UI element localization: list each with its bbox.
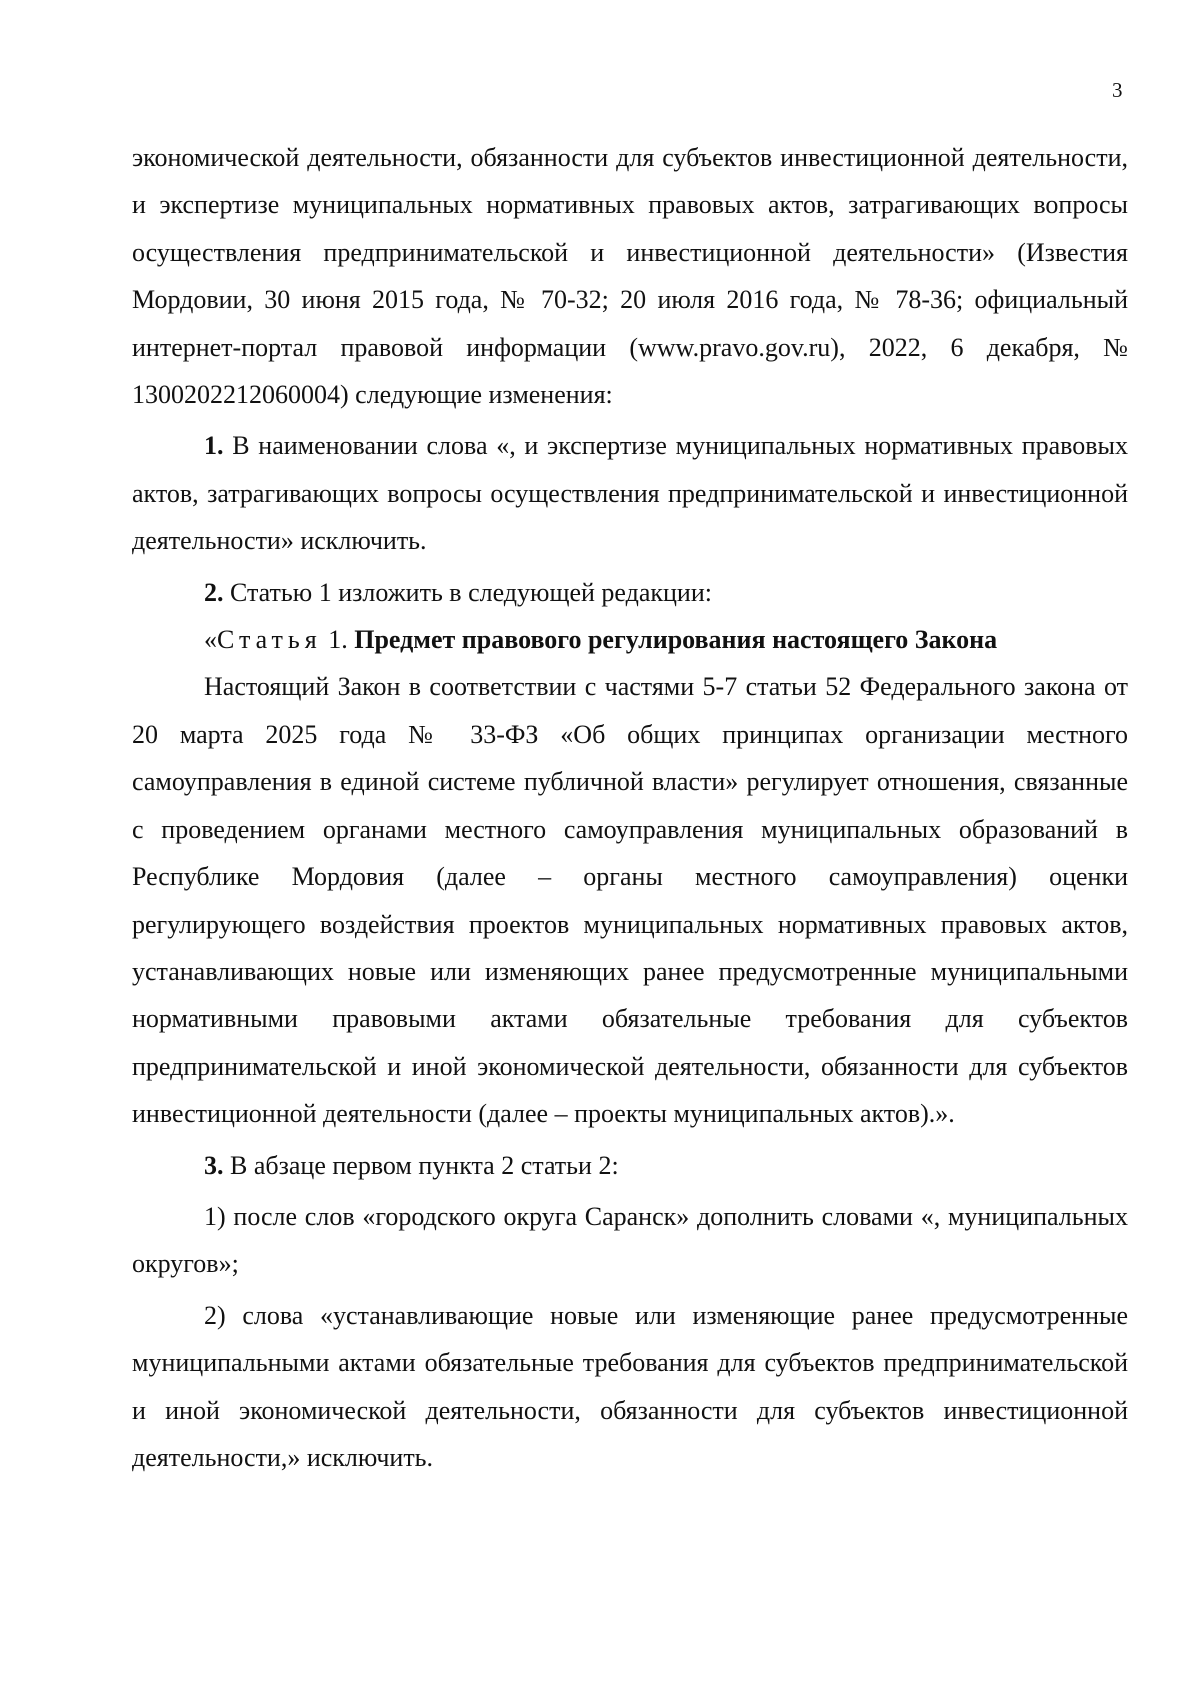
item-number: 3. xyxy=(204,1150,224,1180)
paragraph-item-1 xyxy=(132,422,1128,564)
article-word: Статья xyxy=(217,625,322,655)
quote-open: « xyxy=(204,625,217,655)
item-text: В абзаце первом пункта 2 статьи 2: xyxy=(223,1150,619,1180)
article-number: 1. xyxy=(321,625,355,655)
paragraph-continuation: экономической деятельности, обязанности для субъектов инвестиционной деятельности, и экспертизе муниципальных нормативных правовых актов, затрагивающих вопросы осуществления предпринимательской и инвестиционной деятельности» (Известия Мордовии, 30 июня 2015 года, № 70-32; 20 июля 2016 года, № 78-36; официальный интернет-портал правовой информации (www.pravo.gov.ru), 2022, 6 декабря, № 1300202212060004) следующие изменения: xyxy=(132,143,1128,410)
subitem-2: 2) слова «устанавливающие новые или изменяющие ранее предусмотренные муниципальными актами обязательные требования для субъектов предпринимательской и иной экономической деятельности, обязанности для субъектов инвестиционной деятельности,» исключить. xyxy=(132,1300,1128,1472)
article-heading xyxy=(132,616,1128,663)
document-body xyxy=(132,134,1128,1481)
item-text: В наименовании слова «, и экспертизе муниципальных нормативных правовых актов, затрагивающих вопросы осуществления предпринимательской и инвестиционной деятельности» исключить. xyxy=(132,431,1128,556)
paragraph-item-3 xyxy=(132,1142,1128,1189)
page-number: 3 xyxy=(1112,78,1123,102)
article-title: Предмет правового регулирования настоящего Закона xyxy=(354,625,998,655)
paragraph-item-2 xyxy=(132,569,1128,616)
article-body: Настоящий Закон в соответствии с частями 5-7 статьи 52 Федерального закона от 20 марта 2025 года № 33-ФЗ «Об общих принципах организации местного самоуправления в единой системе публичной власти» регулирует отношения, связанные с проведением органами местного самоуправления муниципальных образований в Республике Мордовия (далее – органы местного самоуправления) оценки регулирующего воздействия проектов муниципальных нормативных правовых актов, устанавливающих новые или изменяющих ранее предусмотренные муниципальными нормативными правовыми актами обязательные требования для субъектов предпринимательской и иной экономической деятельности, обязанности для субъектов инвестиционной деятельности (далее – проекты муниципальных актов).». xyxy=(132,672,1128,1129)
item-number: 2. xyxy=(204,577,224,607)
subitem-1: 1) после слов «городского округа Саранск» дополнить словами «, муниципальных округов»; xyxy=(132,1201,1128,1279)
item-text: Статью 1 изложить в следующей редакции: xyxy=(223,577,712,607)
item-number: 1. xyxy=(204,431,224,461)
